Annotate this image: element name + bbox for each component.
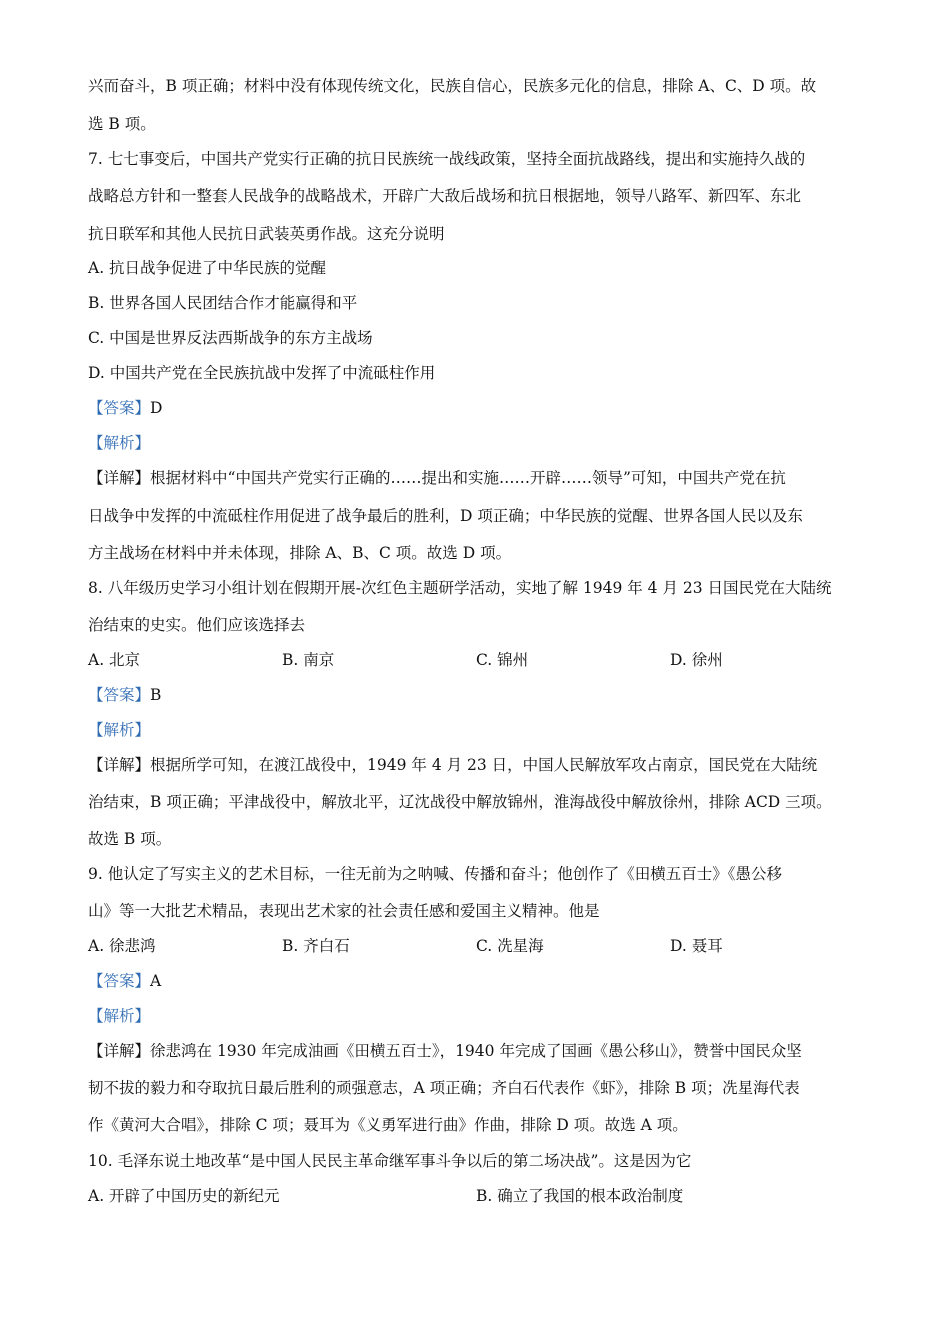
q10-option-b: B. 确立了我国的根本政治制度 [476,1187,684,1205]
q7-stem-line-2: 战略总方针和一整套人民战争的战略战术，开辟广大敌后战场和抗日根据地，领导八路军、新四军、东北 [88,187,802,205]
q8-option-b: B. 南京 [282,651,335,669]
analysis-tag: 【解析】 [88,1007,151,1025]
detail-text: 根据材料中“中国共产党实行正确的……提出和实施……开辟……领导”可知，中国共产党在抗 [150,469,786,487]
detail-tag: 【详解】 [88,469,151,487]
q7-detail-line-1 [88,468,786,488]
q8-stem-line-2: 治结束的史实。他们应该选择去 [88,616,306,634]
detail-text: 根据所学可知，在渡江战役中，1949 年 4 月 23 日，中国人民解放军攻占南京，国民党在大陆统 [150,756,818,774]
q9-option-a: A. 徐悲鸿 [88,937,156,955]
q8-answer [88,685,161,705]
q7-stem-line-3: 抗日联军和其他人民抗日武装英勇作战。这充分说明 [88,225,445,243]
q8-detail-line-3: 故选 B 项。 [88,830,172,848]
answer-tag: 【答案】 [88,399,151,417]
analysis-tag: 【解析】 [88,721,151,739]
q7-option-b: B. 世界各国人民团结合作才能赢得和平 [88,294,358,312]
q8-detail-line-1 [88,755,817,775]
q9-detail-line-1 [88,1041,802,1061]
analysis-tag: 【解析】 [88,434,151,452]
q6-tail-line-1: 兴而奋斗，B 项正确；材料中没有体现传统文化，民族自信心，民族多元化的信息，排除 A、C、D 项。故 [88,77,817,95]
answer-value: D [150,399,163,417]
q9-stem-line-1: 9. 他认定了写实主义的艺术目标，一往无前为之呐喊、传播和奋斗；他创作了《田横五百士》《愚公移 [88,865,782,883]
q7-answer [88,398,162,418]
detail-tag: 【详解】 [88,756,151,774]
q9-answer [88,971,161,991]
answer-tag: 【答案】 [88,686,151,704]
q8-option-d: D. 徐州 [670,651,723,669]
q9-option-c: C. 冼星海 [476,937,544,955]
detail-tag: 【详解】 [88,1042,151,1060]
q8-option-a: A. 北京 [88,651,141,669]
q8-analysis-tag [88,720,150,740]
q8-option-c: C. 锦州 [476,651,529,669]
q9-detail-line-3: 作《黄河大合唱》，排除 C 项；聂耳为《义勇军进行曲》作曲，排除 D 项。故选 A 项。 [88,1116,688,1134]
q7-stem-line-1: 7. 七七事变后，中国共产党实行正确的抗日民族统一战线政策，坚持全面抗战路线，提出和实施持久战的 [88,150,806,168]
q9-analysis-tag [88,1006,150,1026]
q10-option-a: A. 开辟了中国历史的新纪元 [88,1187,280,1205]
q7-analysis-tag [88,433,150,453]
q8-detail-line-2: 治结束，B 项正确；平津战役中，解放北平，辽沈战役中解放锦州，淮海战役中解放徐州，排除 ACD 三项。 [88,793,832,811]
q9-detail-line-2: 韧不拔的毅力和夺取抗日最后胜利的顽强意志，A 项正确；齐白石代表作《虾》，排除 B 项；冼星海代表 [88,1079,800,1097]
q7-detail-line-2: 日战争中发挥的中流砥柱作用促进了战争最后的胜利，D 项正确；中华民族的觉醒、世界各国人民以及东 [88,507,803,525]
answer-value: A [150,972,162,990]
q8-stem-line-1: 8. 八年级历史学习小组计划在假期开展-次红色主题研学活动，实地了解 1949 年 4 月 23 日国民党在大陆统 [88,579,832,597]
q7-option-c: C. 中国是世界反法西斯战争的东方主战场 [88,329,373,347]
answer-value: B [150,686,162,704]
q6-tail-line-2: 选 B 项。 [88,115,156,133]
answer-tag: 【答案】 [88,972,151,990]
q9-option-d: D. 聂耳 [670,937,723,955]
detail-text: 徐悲鸿在 1930 年完成油画《田横五百士》，1940 年完成了国画《愚公移山》，赞誉中国民众坚 [150,1042,802,1060]
q7-option-d: D. 中国共产党在全民族抗战中发挥了中流砥柱作用 [88,364,436,382]
q9-option-b: B. 齐白石 [282,937,350,955]
q7-detail-line-3: 方主战场在材料中并未体现，排除 A、B、C 项。故选 D 项。 [88,544,512,562]
q7-option-a: A. 抗日战争促进了中华民族的觉醒 [88,259,327,277]
q9-stem-line-2: 山》等一大批艺术精品，表现出艺术家的社会责任感和爱国主义精神。他是 [88,902,600,920]
q10-stem-line-1: 10. 毛泽东说土地改革“是中国人民民主革命继军事斗争以后的第二场决战”。这是因为它 [88,1152,692,1170]
